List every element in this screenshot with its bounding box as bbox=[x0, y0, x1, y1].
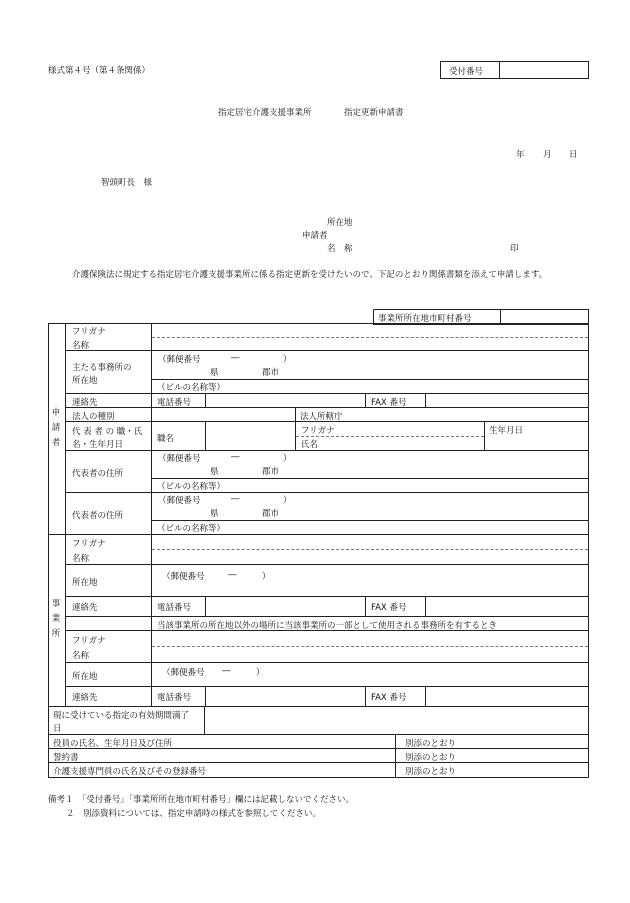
building-line bbox=[151, 478, 589, 479]
oath-label: 誓約書 bbox=[53, 753, 79, 763]
building-line bbox=[151, 379, 589, 380]
corp-authority-field[interactable] bbox=[360, 408, 588, 420]
facility-name-label: 名称 bbox=[72, 554, 90, 564]
expiry-field[interactable] bbox=[205, 707, 588, 733]
hline bbox=[65, 564, 589, 565]
other-name-field[interactable] bbox=[153, 648, 587, 661]
gun-city-label: 郡市 bbox=[262, 368, 280, 378]
postal-close: ） bbox=[283, 355, 292, 365]
date-day: 日 bbox=[569, 150, 578, 160]
other-furigana-label: フリガナ bbox=[72, 636, 106, 646]
facility-furigana-field[interactable] bbox=[153, 536, 587, 548]
seal-mark: 印 bbox=[510, 244, 519, 254]
hline bbox=[65, 662, 589, 663]
name-label: 名 称 bbox=[327, 244, 353, 254]
fax-label: FAX 番号 bbox=[371, 603, 407, 613]
facility-name-field[interactable] bbox=[153, 551, 587, 563]
postal-close: ） bbox=[283, 454, 292, 464]
furigana-dashed bbox=[152, 549, 588, 550]
main-office-label-1: 主たる事務所の bbox=[72, 363, 132, 373]
specialists-label: 介護支援専門員の氏名及びその登録番号 bbox=[53, 767, 207, 777]
postal-open: （郵便番号 bbox=[158, 454, 201, 464]
facility-furigana-label: フリガナ bbox=[72, 539, 106, 549]
other-furigana-field[interactable] bbox=[153, 632, 587, 645]
postal-open: （郵便番号 bbox=[158, 496, 201, 506]
phone-label: 電話番号 bbox=[157, 398, 192, 408]
applicant-name-field[interactable] bbox=[153, 338, 587, 349]
fax-label: FAX 番号 bbox=[371, 693, 407, 703]
postal-dash: ― bbox=[231, 452, 240, 462]
rep-label-1: 代 表 者 の 職・氏 bbox=[72, 427, 143, 437]
postal-dash: ― bbox=[231, 494, 240, 504]
building-line bbox=[151, 520, 589, 521]
facility-contact-label: 連絡先 bbox=[72, 603, 98, 613]
date-year: 年 bbox=[516, 150, 525, 160]
postal-open: （郵便番号 bbox=[158, 355, 201, 365]
application-statement: 介護保険法に規定する指定居宅介護支援事業所に係る指定更新を受けたいので、下記のとおり関係書類を添えて申請します。 bbox=[72, 270, 548, 280]
phone-label: 電話番号 bbox=[157, 693, 192, 703]
facility-location-label: 所在地 bbox=[72, 578, 98, 588]
vline bbox=[484, 421, 485, 450]
rep-label-2: 名・生年月日 bbox=[72, 440, 124, 450]
applicant-furigana-field[interactable] bbox=[153, 324, 587, 336]
other-office-note: 当該事業所の所在地以外の場所に当該事業所の一部として使用される事務所を有するとき bbox=[156, 621, 497, 631]
other-name-label: 名称 bbox=[72, 651, 90, 661]
building-label: （ビルの名称等） bbox=[157, 482, 226, 492]
position-label: 職名 bbox=[157, 434, 175, 444]
postal-close: ） bbox=[283, 496, 292, 506]
rep-name-label: 氏名 bbox=[301, 440, 319, 450]
facility-side-label: 事業所 bbox=[51, 599, 61, 639]
gun-city-label: 郡市 bbox=[262, 509, 280, 519]
hline bbox=[48, 762, 589, 763]
postal-close: ） bbox=[262, 572, 271, 582]
fax-label: FAX 番号 bbox=[371, 398, 407, 408]
corp-type-label: 法人の種別 bbox=[72, 412, 115, 422]
applicant-furigana-label: フリガナ bbox=[72, 327, 106, 337]
other-fax-field[interactable] bbox=[426, 687, 588, 705]
vline bbox=[365, 393, 366, 407]
addressee: 智頭町長 様 bbox=[101, 178, 153, 188]
postal-dash: ― bbox=[231, 353, 240, 363]
vline bbox=[365, 686, 366, 706]
location-label: 所在地 bbox=[327, 218, 353, 228]
building-label: （ビルの名称等） bbox=[157, 383, 226, 393]
applicant-name-label: 名称 bbox=[72, 341, 90, 351]
officers-attached: 別添のとおり bbox=[405, 739, 457, 749]
form-number: 様式第４号（第４条関係） bbox=[48, 66, 151, 76]
other-location-label: 所在地 bbox=[72, 672, 98, 682]
expiry-label-2: 日 bbox=[53, 724, 62, 734]
municipality-code-field[interactable] bbox=[501, 310, 588, 324]
postal-close: ） bbox=[256, 668, 265, 678]
hline-section-divider bbox=[48, 534, 589, 535]
oath-attached: 別添のとおり bbox=[405, 753, 457, 763]
municipality-code-label: 事業所所在地市町村番号 bbox=[378, 314, 472, 324]
hline bbox=[65, 450, 589, 451]
position-field[interactable] bbox=[206, 422, 294, 449]
building-label: （ビルの名称等） bbox=[157, 524, 226, 534]
phone-label: 電話番号 bbox=[157, 603, 192, 613]
prefecture-label: 県 bbox=[210, 467, 219, 477]
other-phone-field[interactable] bbox=[206, 687, 364, 705]
contact-label: 連絡先 bbox=[72, 398, 98, 408]
applicant-label: 申請者 bbox=[302, 231, 328, 241]
other-contact-label: 連絡先 bbox=[72, 693, 98, 703]
date-month: 月 bbox=[543, 150, 552, 160]
expiry-label-1: 現に受けている指定の有効期間満了 bbox=[53, 711, 190, 721]
gun-city-label: 郡市 bbox=[262, 467, 280, 477]
prefecture-label: 県 bbox=[210, 509, 219, 519]
corp-type-field[interactable] bbox=[152, 408, 294, 420]
hline bbox=[65, 350, 589, 351]
vline bbox=[365, 596, 366, 616]
postal-dash: ― bbox=[228, 570, 237, 580]
hline bbox=[65, 492, 589, 493]
prefecture-label: 県 bbox=[210, 368, 219, 378]
main-office-label-2: 所在地 bbox=[72, 376, 98, 386]
facility-phone-field[interactable] bbox=[206, 597, 364, 615]
note-2: ２ 別添資料については、指定申請時の様式を参照してください。 bbox=[66, 809, 321, 819]
postal-open: （郵便番号 bbox=[162, 668, 205, 678]
title-left: 指定居宅介護支援事業所 bbox=[218, 108, 312, 118]
fax-field[interactable] bbox=[426, 394, 588, 406]
specialists-attached: 別添のとおり bbox=[405, 767, 457, 777]
applicant-side-label: 申請者 bbox=[51, 408, 61, 448]
vline bbox=[295, 407, 296, 450]
rep-address-label: 代表者の住所 bbox=[72, 469, 124, 479]
hline bbox=[48, 734, 589, 735]
rep-furigana-dashed bbox=[296, 436, 484, 437]
label-column-divider bbox=[151, 323, 152, 707]
vline bbox=[395, 734, 396, 778]
title-right: 指定更新申請書 bbox=[344, 108, 404, 118]
officers-label: 役員の氏名、生年月日及び住所 bbox=[53, 739, 173, 749]
rep-address-label-2: 代表者の住所 bbox=[72, 511, 124, 521]
facility-fax-field[interactable] bbox=[426, 597, 588, 615]
phone-field[interactable] bbox=[206, 394, 364, 406]
birthdate-label: 生年月日 bbox=[489, 426, 524, 436]
furigana-dashed bbox=[152, 646, 588, 647]
receipt-number-label: 受付番号 bbox=[449, 67, 484, 77]
side-label-divider bbox=[65, 323, 66, 707]
receipt-number-field[interactable] bbox=[500, 62, 588, 78]
postal-open: （郵便番号 bbox=[162, 572, 205, 582]
postal-dash: ― bbox=[222, 666, 231, 676]
rep-furigana-label: フリガナ bbox=[301, 426, 335, 436]
hline bbox=[65, 616, 589, 617]
note-1: 備考１ 「受付番号」「事業所所在地市町村番号」欄には記載しないでください。 bbox=[48, 795, 355, 805]
corp-authority-label: 法人所轄庁 bbox=[300, 412, 343, 422]
